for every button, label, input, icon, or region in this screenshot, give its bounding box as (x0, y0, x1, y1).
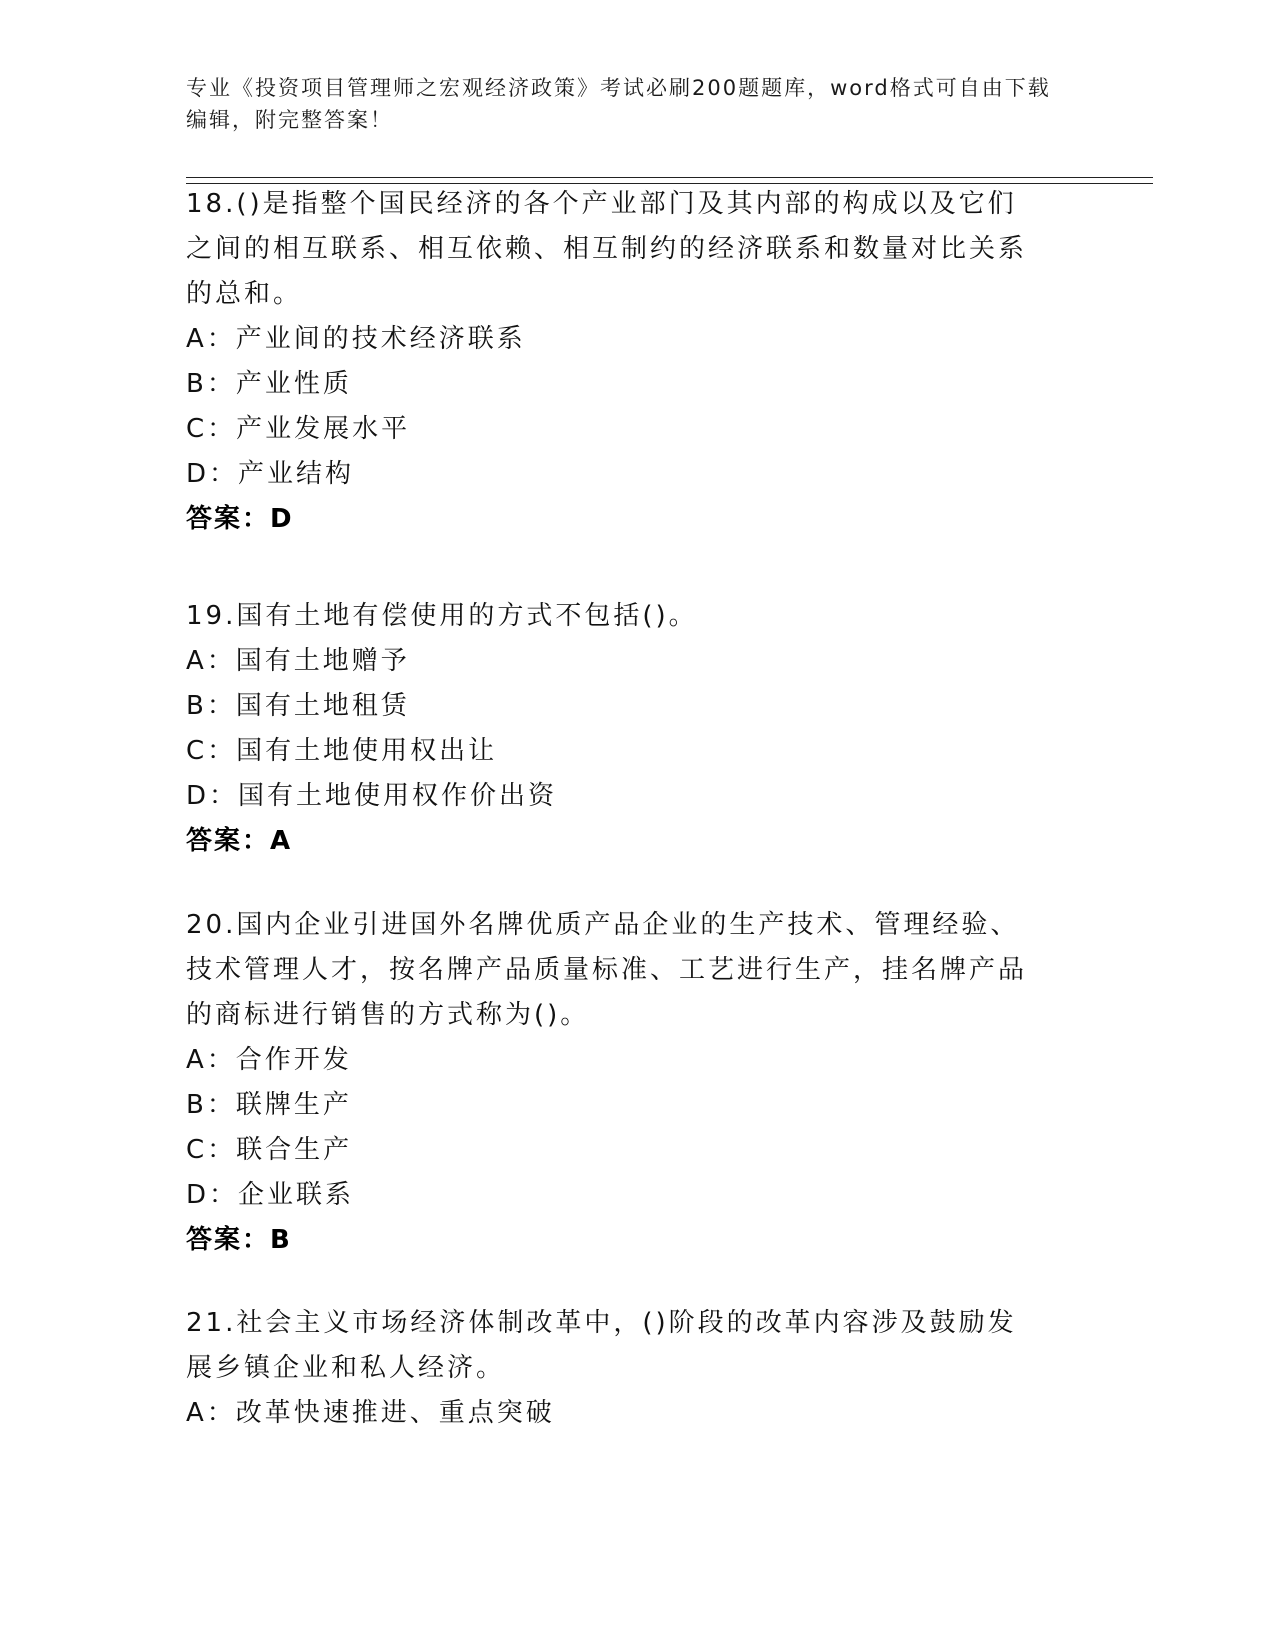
question-21 (186, 1301, 1086, 1436)
option-d: D：产业结构 (186, 459, 355, 489)
answer-label: 答案：B (186, 1225, 292, 1255)
option-c: C：联合生产 (186, 1135, 353, 1165)
question-stem: 19.国有土地有偿使用的方式不包括()。 (186, 601, 698, 631)
option-d: D：企业联系 (186, 1180, 355, 1210)
option-c: C：国有土地使用权出让 (186, 736, 498, 766)
answer-label: 答案：D (186, 504, 294, 534)
question-stem: 21.社会主义市场经济体制改革中，()阶段的改革内容涉及鼓励发展乡镇企业和私人经济。 (186, 1308, 1017, 1383)
option-b: B：产业性质 (186, 369, 352, 399)
option-a: A：合作开发 (186, 1045, 352, 1075)
option-a: A：国有土地赠予 (186, 646, 410, 676)
option-b: B：国有土地租赁 (186, 691, 410, 721)
question-stem: 18.()是指整个国民经济的各个产业部门及其内部的构成以及它们之间的相互联系、相互依赖、相互制约的经济联系和数量对比关系的总和。 (186, 189, 1028, 309)
option-a: A：产业间的技术经济联系 (186, 324, 526, 354)
option-a: A：改革快速推进、重点突破 (186, 1398, 555, 1428)
answer-label: 答案：A (186, 826, 293, 856)
question-stem: 20.国内企业引进国外名牌优质产品企业的生产技术、管理经验、技术管理人才，按名牌产品质量标准、工艺进行生产，挂名牌产品的商标进行销售的方式称为()。 (186, 910, 1028, 1030)
question-18 (186, 182, 1086, 542)
option-b: B：联牌生产 (186, 1090, 352, 1120)
option-c: C：产业发展水平 (186, 414, 411, 444)
option-d: D：国有土地使用权作价出资 (186, 781, 558, 811)
question-20 (186, 903, 1086, 1263)
question-19 (186, 594, 1086, 864)
header-divider-top (186, 177, 1153, 178)
document-header: 专业《投资项目管理师之宏观经济政策》考试必刷200题题库，word格式可自由下载编辑，附完整答案！ (186, 76, 1051, 132)
